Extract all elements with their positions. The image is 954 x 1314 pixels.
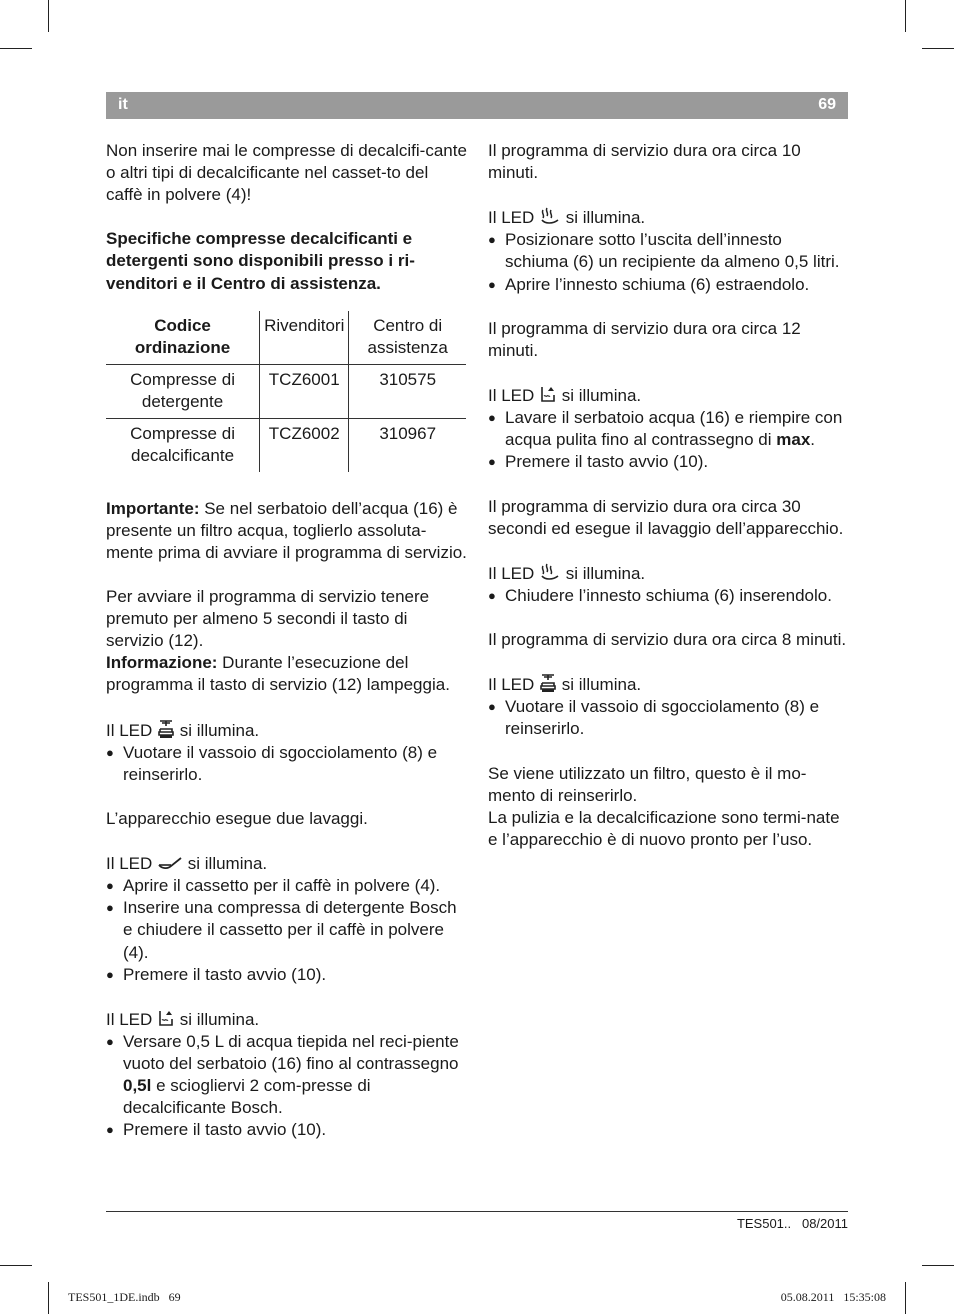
table-cell: TCZ6001	[260, 364, 349, 418]
table-cell: TCZ6002	[260, 418, 349, 472]
print-slug-right: 05.08.2011 15:35:08	[780, 1290, 886, 1304]
warning-paragraph: Non inserire mai le compresse di decalcifi-cante o altri tipi di decalcificante nel casset-to del caffè in polvere (4)!	[106, 141, 467, 205]
crop-mark	[0, 1265, 32, 1266]
step-list	[488, 407, 848, 473]
list-item: ● Posizionare sotto l’uscita dell’innesto schiuma (6) un recipiente da almeno 0,5 litri.	[488, 229, 848, 273]
water-tank-icon	[157, 1008, 175, 1028]
list-item: ● Premere il tasto avvio (10).	[106, 1119, 468, 1141]
list-item: ● Inserire una compressa di detergente Bosch e chiudere il cassetto per il caffè in polvere (4).	[106, 897, 468, 963]
start-instruction: Per avviare il programma di servizio tenere premuto per almeno 5 secondi il tasto di servizio (12).	[106, 587, 430, 651]
table-row	[106, 364, 466, 418]
table-header-row	[106, 311, 466, 365]
list-item: ● Vuotare il vassoio di sgocciolamento (8) e reinserirlo.	[106, 742, 468, 786]
list-item: ● Lavare il serbatoio acqua (16) e riempire con acqua pulita fino al contrassegno di max.	[488, 407, 848, 451]
crop-mark	[922, 48, 954, 49]
crop-mark	[48, 1282, 49, 1314]
list-item: ● Aprire il cassetto per il caffè in polvere (4).	[106, 875, 468, 897]
step-list	[106, 875, 468, 985]
table-cell: 310575	[349, 364, 466, 418]
step-list	[488, 696, 848, 740]
duration-note: Il programma di servizio dura ora circa 8 minuti.	[488, 630, 847, 650]
led-line: Il LED si illumina.	[488, 208, 646, 228]
steam-nozzle-icon	[539, 206, 561, 226]
filter-note: Se viene utilizzato un filtro, questo è il mo-mento di reinserirlo.	[488, 763, 807, 805]
crop-mark	[905, 0, 906, 32]
led-line: Il LED si illumina.	[106, 854, 268, 874]
left-column	[106, 140, 468, 1141]
coffee-scoop-icon	[157, 852, 183, 872]
footer-rule	[106, 1211, 848, 1212]
order-codes-table	[106, 311, 466, 472]
water-tank-icon	[539, 384, 557, 404]
crop-mark	[922, 1265, 954, 1266]
page-header	[106, 92, 848, 119]
table-cell: 310967	[349, 418, 466, 472]
table-cell: Compresse di detergente	[106, 364, 260, 418]
crop-mark	[905, 1282, 906, 1314]
led-line: Il LED si illumina.	[488, 563, 646, 583]
list-item: ● Vuotare il vassoio di sgocciolamento (8) e reinserirlo.	[488, 696, 848, 740]
duration-note: Il programma di servizio dura ora circa 30 secondi ed esegue il lavaggio dell’apparecchio.	[488, 496, 844, 538]
info-paragraph: Informazione: Durante l’esecuzione del programma il tasto di servizio (12) lampeggia.	[106, 653, 450, 695]
led-line: Il LED si illumina.	[106, 1009, 260, 1029]
table-header: Rivenditori	[260, 311, 349, 365]
duration-note: Il programma di servizio dura ora circa 10 minuti.	[488, 141, 801, 183]
led-line: Il LED si illumina.	[488, 675, 642, 695]
step-list	[488, 229, 848, 295]
table-header: Codice ordinazione	[134, 315, 231, 357]
page-number: 69	[818, 96, 836, 113]
list-item: ● Premere il tasto avvio (10).	[106, 964, 468, 986]
list-item: ● Chiudere l’innesto schiuma (6) inserendolo.	[488, 585, 848, 607]
table-row	[106, 418, 466, 472]
step-list	[106, 742, 468, 786]
rinse-note: L’apparecchio esegue due lavaggi.	[106, 808, 368, 828]
table-header: Centro di assistenza	[349, 311, 466, 365]
availability-paragraph: Specifiche compresse decalcificanti e detergenti sono disponibili presso i ri-venditori e il Centro di assistenza.	[106, 229, 415, 293]
steam-nozzle-icon	[539, 562, 561, 582]
footer-model-date: TES501.. 08/2011	[736, 1216, 848, 1231]
table-cell: Compresse di decalcificante	[106, 418, 260, 472]
importante-paragraph: Importante: Se nel serbatoio dell’acqua (16) è presente un filtro acqua, toglierlo assoluta-mente prima di avviare il programma di servizio.	[106, 498, 467, 562]
list-item: ● Aprire l’innesto schiuma (6) estraendolo.	[488, 274, 848, 296]
list-item: ● Premere il tasto avvio (10).	[488, 451, 848, 473]
drip-tray-icon	[157, 719, 175, 739]
duration-note: Il programma di servizio dura ora circa 12 minuti.	[488, 318, 801, 360]
step-list	[106, 1031, 468, 1141]
right-column	[488, 140, 848, 851]
crop-mark	[48, 0, 49, 32]
list-item: ● Versare 0,5 L di acqua tiepida nel reci-piente vuoto del serbatoio (16) fino al contrassegno 0,5l e sciogliervi 2 com-presse di decalcificante Bosch.	[106, 1031, 468, 1119]
drip-tray-icon	[539, 673, 557, 693]
print-slug-left: TES501_1DE.indb 69	[68, 1290, 181, 1304]
completion-note: La pulizia e la decalcificazione sono termi-nate e l’apparecchio è di nuovo pronto per l’uso.	[488, 807, 840, 849]
language-tag: it	[118, 96, 128, 113]
led-line: Il LED si illumina.	[106, 720, 260, 740]
led-line: Il LED si illumina.	[488, 386, 642, 406]
crop-mark	[0, 48, 32, 49]
step-list	[488, 585, 848, 607]
